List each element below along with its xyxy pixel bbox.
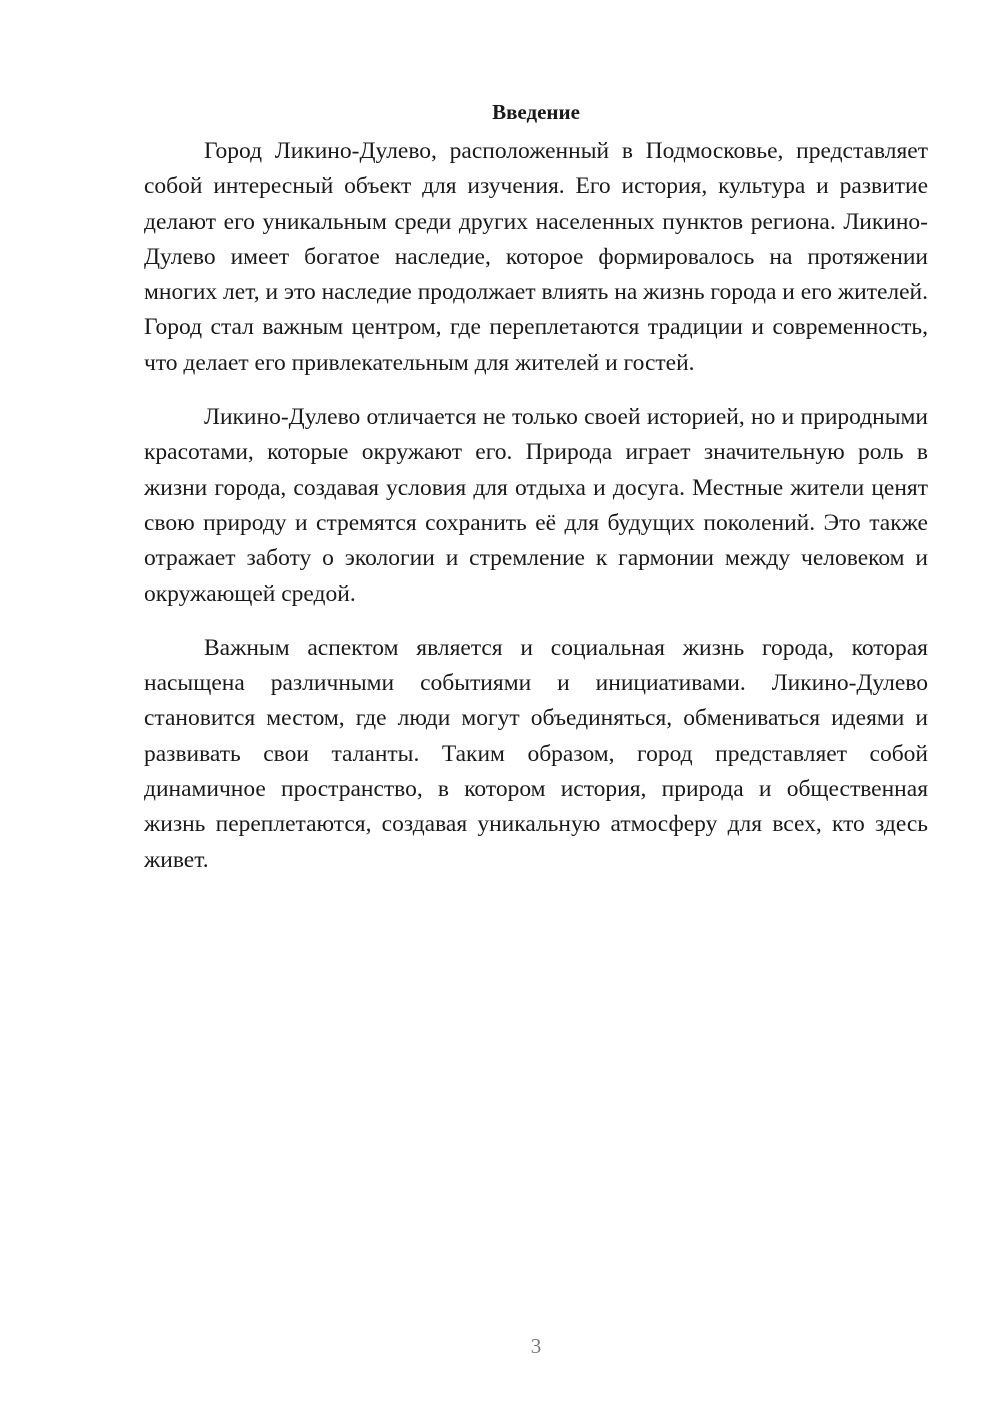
page-content xyxy=(144,98,928,897)
paragraph-2: Ликино-Дулево отличается не только своей историей, но и природными красотами, которые окружают его. Природа играет значительную роль в жизни города, создавая условия для отдыха и досуга. Местные жители ценят свою природу и стремятся сохранить её для будущих поколений. Это также отражает заботу о экологии и стремление к гармонии между человеком и окружающей средой. xyxy=(144,404,928,607)
paragraph-3: Важным аспектом является и социальная жизнь города, которая насыщена различными событиями и инициативами. Ликино-Дулево становится местом, где люди могут объединяться, обмениваться идеями и развивать свои таланты. Таким образом, город представляет собой динамичное пространство, в котором история, природа и общественная жизнь переплетаются, создавая уникальную атмосферу для всех, кто здесь живет. xyxy=(144,634,928,873)
page-number: 3 xyxy=(530,1334,542,1358)
paragraph-1: Город Ликино-Дулево, расположенный в Подмосковье, представляет собой интересный объект для изучения. Его история, культура и развитие делают его уникальным среди других населенных пунктов региона. Ликино-Дулево имеет богатое наследие, которое формировалось на протяжении многих лет, и это наследие продолжает влиять на жизнь города и его жителей. Город стал важным центром, где переплетаются традиции и современность, что делает его привлекательным для жителей и гостей. xyxy=(144,138,928,376)
section-title: Введение xyxy=(492,100,580,124)
